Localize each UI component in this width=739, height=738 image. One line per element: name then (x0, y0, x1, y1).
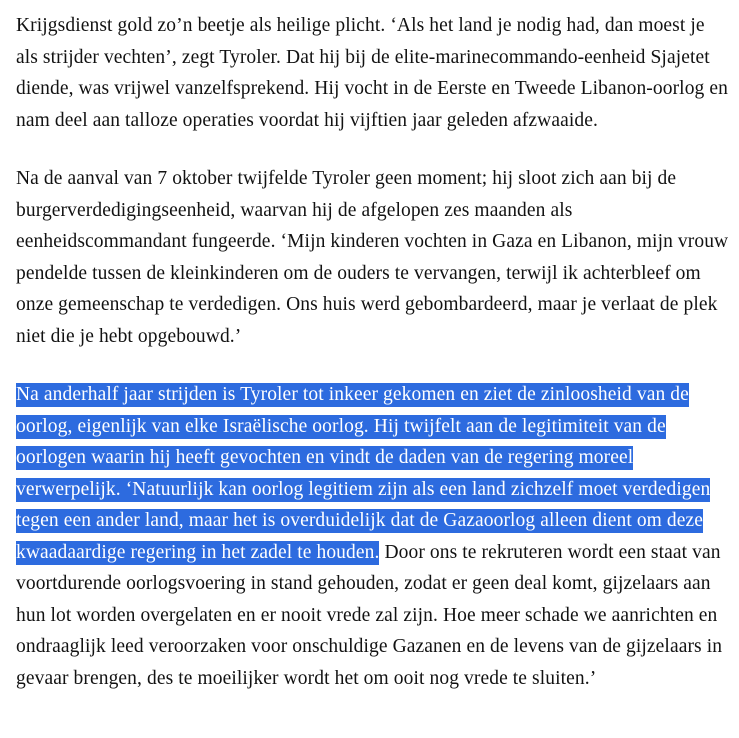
selected-text-highlight[interactable]: Na anderhalf jaar strijden is Tyroler tot inkeer gekomen en ziet de zinloosheid van de oorlog, eigenlijk van elke Israëlische oorlog. Hij twijfelt aan de legitimiteit van de oorlogen waarin hij heeft gevochten en vindt de daden van de regering moreel verwerpelijk. ‘Natuurlijk kan oorlog legitiem zijn als een land zichzelf moet verdedigen tegen een ander land, maar het is overduidelijk dat de Gazaoorlog alleen dient om deze kwaadaardige regering in het zadel te houden. (16, 384, 711, 563)
paragraph-1: Krijgsdienst gold zo’n beetje als heilige plicht. ‘Als het land je nodig had, dan moest je als strijder vechten’, zegt Tyroler. Dat hij bij de elite-marinecommando-eenheid Sjajetet diende, was vrijwel vanzelfsprekend. Hij vocht in de Eerste en Tweede Libanon-oorlog en nam deel aan talloze operaties voordat hij vijftien jaar geleden afzwaaide. (16, 15, 728, 131)
paragraph-3-remainder: Door ons te rekruteren wordt een staat van voortdurende oorlogsvoering in stand gehouden, zodat er geen deal komt, gijzelaars aan hun lot worden overgelaten en er nooit vrede zal zijn. Hoe meer schade we aanrichten en ondraaglijk leed veroorzaken voor onschuldige Gazanen en de levens van de gijzelaars in gevaar brengen, des te moeilijker wordt het om ooit nog vrede te sluiten.’ (16, 541, 723, 689)
paragraph-2: Na de aanval van 7 oktober twijfelde Tyroler geen moment; hij sloot zich aan bij de burgerverdedigingseenheid, waarvan hij de afgelopen zes maanden als eenheidscommandant fungeerde. ‘Mijn kinderen vochten in Gaza en Libanon, mijn vrouw pendelde tussen de kleinkinderen om de ouders te vervangen, terwijl ik achterbleef om onze gemeenschap te verdedigen. Ons huis werd gebombardeerd, maar je verlaat de plek niet die je hebt opgebouwd.’ (16, 168, 729, 347)
paragraph-3 (16, 379, 731, 694)
